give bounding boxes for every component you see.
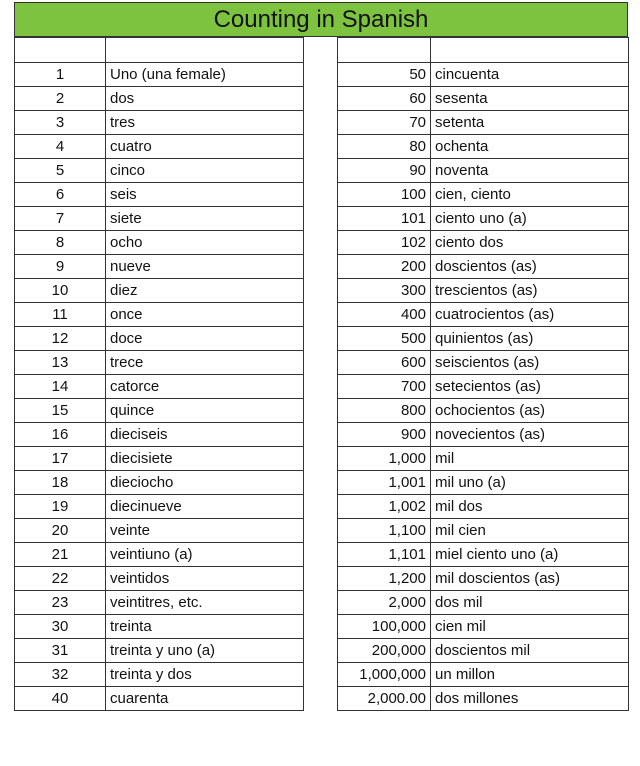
left-number-cell: 20 xyxy=(15,519,106,543)
right-word-cell: ochenta xyxy=(431,135,629,159)
right-number-cell: 200 xyxy=(338,255,431,279)
left-word-cell: ocho xyxy=(106,231,304,255)
table-row xyxy=(15,663,629,687)
table-row xyxy=(15,255,629,279)
table-row xyxy=(15,615,629,639)
right-word-cell: seiscientos (as) xyxy=(431,351,629,375)
left-number-cell: 14 xyxy=(15,375,106,399)
left-word-cell: cuarenta xyxy=(106,687,304,711)
left-number-cell: 1 xyxy=(15,63,106,87)
table-row xyxy=(15,183,629,207)
gap-cell xyxy=(304,303,338,327)
gap-cell xyxy=(304,279,338,303)
table-row xyxy=(15,639,629,663)
right-number-cell: 200,000 xyxy=(338,639,431,663)
right-number-cell: 100,000 xyxy=(338,615,431,639)
left-word-cell: dieciseis xyxy=(106,423,304,447)
right-number-cell: 2,000.00 xyxy=(338,687,431,711)
gap-cell xyxy=(304,495,338,519)
left-word-cell: doce xyxy=(106,327,304,351)
gap-cell xyxy=(304,399,338,423)
table-row xyxy=(15,423,629,447)
gap-cell xyxy=(304,687,338,711)
right-number-cell: 700 xyxy=(338,375,431,399)
gap-cell xyxy=(304,327,338,351)
right-word-cell: dos mil xyxy=(431,591,629,615)
right-word-cell: doscientos (as) xyxy=(431,255,629,279)
gap-cell xyxy=(304,471,338,495)
spreadsheet xyxy=(14,2,628,711)
left-number-cell: 21 xyxy=(15,543,106,567)
gap-cell xyxy=(304,543,338,567)
right-number-cell: 600 xyxy=(338,351,431,375)
left-number-cell: 23 xyxy=(15,591,106,615)
left-word-cell: dieciocho xyxy=(106,471,304,495)
left-number-cell: 19 xyxy=(15,495,106,519)
left-word-cell: nueve xyxy=(106,255,304,279)
right-word-cell: dos millones xyxy=(431,687,629,711)
gap-cell xyxy=(304,63,338,87)
table-row xyxy=(15,231,629,255)
left-number-cell: 13 xyxy=(15,351,106,375)
left-number-cell: 9 xyxy=(15,255,106,279)
left-word-cell: cuatro xyxy=(106,135,304,159)
left-number-cell: 15 xyxy=(15,399,106,423)
right-word-cell: setenta xyxy=(431,111,629,135)
right-number-cell: 100 xyxy=(338,183,431,207)
right-number-cell: 70 xyxy=(338,111,431,135)
right-number-cell: 900 xyxy=(338,423,431,447)
gap-cell xyxy=(304,207,338,231)
left-word-cell: siete xyxy=(106,207,304,231)
left-word-cell: veintidos xyxy=(106,567,304,591)
gap-cell xyxy=(304,639,338,663)
left-number-cell: 32 xyxy=(15,663,106,687)
right-word-cell: cien, ciento xyxy=(431,183,629,207)
left-number-cell: 16 xyxy=(15,423,106,447)
left-word-cell: treinta y dos xyxy=(106,663,304,687)
table-row xyxy=(15,159,629,183)
left-number-cell: 4 xyxy=(15,135,106,159)
right-number-cell: 1,000,000 xyxy=(338,663,431,687)
left-number-cell: 7 xyxy=(15,207,106,231)
right-word-cell: noventa xyxy=(431,159,629,183)
left-word-cell: veintitres, etc. xyxy=(106,591,304,615)
right-word-cell: quinientos (as) xyxy=(431,327,629,351)
right-word-cell: un millon xyxy=(431,663,629,687)
gap-cell xyxy=(304,159,338,183)
blank-cell xyxy=(106,38,304,63)
left-word-cell: treinta y uno (a) xyxy=(106,639,304,663)
gap-cell xyxy=(304,87,338,111)
left-word-cell: veintiuno (a) xyxy=(106,543,304,567)
right-word-cell: setecientos (as) xyxy=(431,375,629,399)
table-row xyxy=(15,591,629,615)
right-word-cell: mil dos xyxy=(431,495,629,519)
left-word-cell: quince xyxy=(106,399,304,423)
sheet-title: Counting in Spanish xyxy=(14,2,628,37)
table-row xyxy=(15,447,629,471)
gap-cell xyxy=(304,111,338,135)
gap-cell xyxy=(304,375,338,399)
left-number-cell: 22 xyxy=(15,567,106,591)
right-number-cell: 300 xyxy=(338,279,431,303)
right-word-cell: ciento dos xyxy=(431,231,629,255)
numbers-table xyxy=(14,37,629,711)
left-word-cell: diecinueve xyxy=(106,495,304,519)
right-word-cell: sesenta xyxy=(431,87,629,111)
left-word-cell: tres xyxy=(106,111,304,135)
blank-cell xyxy=(15,38,106,63)
right-number-cell: 50 xyxy=(338,63,431,87)
right-number-cell: 800 xyxy=(338,399,431,423)
left-word-cell: dos xyxy=(106,87,304,111)
right-word-cell: mil uno (a) xyxy=(431,471,629,495)
right-number-cell: 1,200 xyxy=(338,567,431,591)
left-word-cell: cinco xyxy=(106,159,304,183)
table-row xyxy=(15,471,629,495)
gap-cell xyxy=(304,231,338,255)
gap-cell xyxy=(304,38,338,63)
left-word-cell: catorce xyxy=(106,375,304,399)
right-word-cell: cincuenta xyxy=(431,63,629,87)
right-number-cell: 1,002 xyxy=(338,495,431,519)
table-row xyxy=(15,519,629,543)
left-word-cell: Uno (una female) xyxy=(106,63,304,87)
left-number-cell: 30 xyxy=(15,615,106,639)
table-row xyxy=(15,327,629,351)
right-number-cell: 90 xyxy=(338,159,431,183)
right-number-cell: 1,000 xyxy=(338,447,431,471)
left-number-cell: 2 xyxy=(15,87,106,111)
left-word-cell: veinte xyxy=(106,519,304,543)
table-body xyxy=(15,38,629,711)
left-word-cell: diez xyxy=(106,279,304,303)
gap-cell xyxy=(304,519,338,543)
table-row xyxy=(15,87,629,111)
blank-row xyxy=(15,38,629,63)
table-row xyxy=(15,351,629,375)
right-word-cell: mil xyxy=(431,447,629,471)
left-number-cell: 6 xyxy=(15,183,106,207)
gap-cell xyxy=(304,591,338,615)
gap-cell xyxy=(304,567,338,591)
left-word-cell: diecisiete xyxy=(106,447,304,471)
gap-cell xyxy=(304,351,338,375)
right-word-cell: ochocientos (as) xyxy=(431,399,629,423)
table-row xyxy=(15,63,629,87)
table-row xyxy=(15,111,629,135)
gap-cell xyxy=(304,447,338,471)
table-row xyxy=(15,399,629,423)
right-number-cell: 102 xyxy=(338,231,431,255)
right-word-cell: mil doscientos (as) xyxy=(431,567,629,591)
left-number-cell: 40 xyxy=(15,687,106,711)
gap-cell xyxy=(304,135,338,159)
gap-cell xyxy=(304,663,338,687)
right-word-cell: trescientos (as) xyxy=(431,279,629,303)
table-row xyxy=(15,279,629,303)
left-number-cell: 18 xyxy=(15,471,106,495)
table-row xyxy=(15,135,629,159)
right-number-cell: 400 xyxy=(338,303,431,327)
right-number-cell: 80 xyxy=(338,135,431,159)
right-word-cell: ciento uno (a) xyxy=(431,207,629,231)
right-number-cell: 1,101 xyxy=(338,543,431,567)
table-row xyxy=(15,495,629,519)
right-word-cell: mil cien xyxy=(431,519,629,543)
left-number-cell: 5 xyxy=(15,159,106,183)
right-number-cell: 500 xyxy=(338,327,431,351)
right-word-cell: cien mil xyxy=(431,615,629,639)
left-number-cell: 17 xyxy=(15,447,106,471)
left-word-cell: trece xyxy=(106,351,304,375)
right-number-cell: 1,100 xyxy=(338,519,431,543)
blank-cell xyxy=(338,38,431,63)
left-number-cell: 12 xyxy=(15,327,106,351)
right-word-cell: miel ciento uno (a) xyxy=(431,543,629,567)
left-word-cell: seis xyxy=(106,183,304,207)
left-number-cell: 31 xyxy=(15,639,106,663)
blank-cell xyxy=(431,38,629,63)
right-word-cell: novecientos (as) xyxy=(431,423,629,447)
right-number-cell: 1,001 xyxy=(338,471,431,495)
table-row xyxy=(15,567,629,591)
gap-cell xyxy=(304,183,338,207)
table-row xyxy=(15,303,629,327)
table-row xyxy=(15,543,629,567)
table-row xyxy=(15,207,629,231)
gap-cell xyxy=(304,255,338,279)
left-word-cell: once xyxy=(106,303,304,327)
gap-cell xyxy=(304,423,338,447)
left-number-cell: 10 xyxy=(15,279,106,303)
right-number-cell: 2,000 xyxy=(338,591,431,615)
left-word-cell: treinta xyxy=(106,615,304,639)
left-number-cell: 8 xyxy=(15,231,106,255)
right-word-cell: cuatrocientos (as) xyxy=(431,303,629,327)
table-row xyxy=(15,375,629,399)
left-number-cell: 3 xyxy=(15,111,106,135)
right-word-cell: doscientos mil xyxy=(431,639,629,663)
left-number-cell: 11 xyxy=(15,303,106,327)
right-number-cell: 101 xyxy=(338,207,431,231)
gap-cell xyxy=(304,615,338,639)
table-row xyxy=(15,687,629,711)
right-number-cell: 60 xyxy=(338,87,431,111)
